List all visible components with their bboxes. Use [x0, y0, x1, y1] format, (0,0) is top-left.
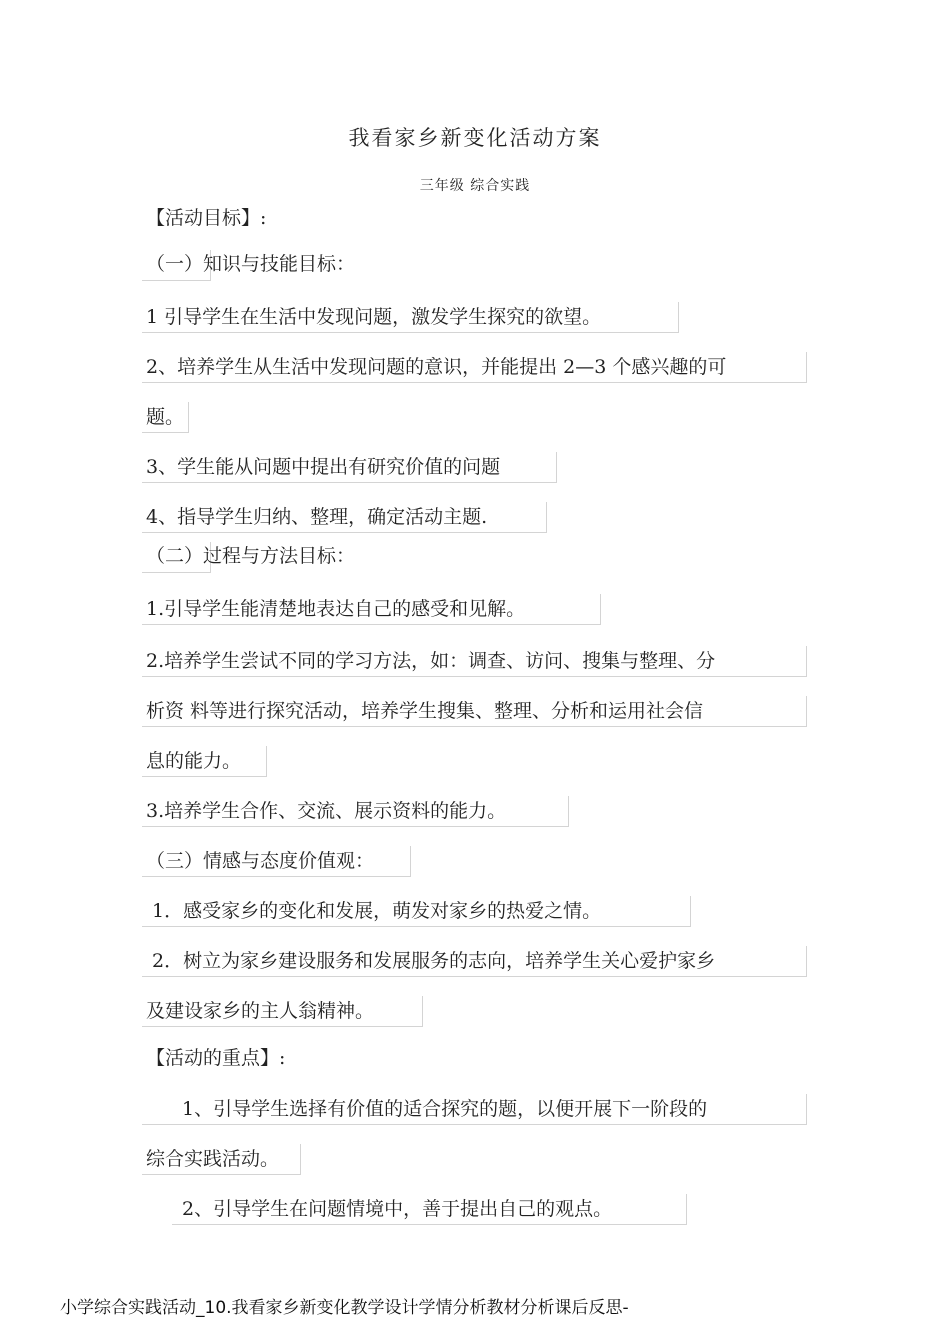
focus-heading: 【活动的重点】:: [146, 1047, 286, 1069]
document-subtitle: 三年级 综合实践: [419, 178, 531, 194]
document-title: 我看家乡新变化活动方案: [348, 126, 602, 150]
section-2-heading: （二）过程与方法目标：: [146, 545, 356, 567]
section-3-heading: （三）情感与态度价值观：: [146, 850, 375, 872]
focus-line-1: 1、引导学生选择有价值的适合探究的题，以便开展下一阶段的: [182, 1098, 708, 1120]
section-1-line-4: 3、学生能从问题中提出有研究价值的问题: [146, 456, 501, 478]
section-1-line-3: 题。: [146, 406, 185, 428]
goals-heading: 【活动目标】:: [146, 207, 267, 229]
section-3-line-2: 2．树立为家乡建设服务和发展服务的志向，培养学生关心爱护家乡: [152, 950, 716, 972]
section-3-line-3: 及建设家乡的主人翁精神。: [146, 1000, 375, 1022]
section-3-line-1: 1．感受家乡的变化和发展，萌发对家乡的热爱之情。: [152, 900, 602, 922]
section-2-line-4: 息的能力。: [146, 750, 242, 772]
section-2-line-2: 2.培养学生尝试不同的学习方法，如：调查、访问、搜集与整理、分: [146, 650, 716, 672]
section-1-line-5: 4、指导学生归纳、整理，确定活动主题.: [146, 506, 488, 528]
section-1-line-1: 1 引导学生在生活中发现问题，激发学生探究的欲望。: [146, 306, 602, 328]
focus-line-2: 综合实践活动。: [146, 1148, 280, 1170]
focus-line-3: 2、引导学生在问题情境中，善于提出自己的观点。: [182, 1198, 613, 1220]
section-1-line-2: 2、培养学生从生活中发现问题的意识，并能提出 2—3 个感兴趣的可: [146, 356, 727, 378]
section-2-line-3: 析资 料等进行探究活动，培养学生搜集、整理、分析和运用社会信: [146, 700, 704, 722]
section-2-line-1: 1.引导学生能清楚地表达自己的感受和见解。: [146, 598, 526, 620]
footer-caption: 小学综合实践活动_10.我看家乡新变化教学设计学情分析教材分析课后反思-: [60, 1298, 629, 1318]
section-2-line-5: 3.培养学生合作、交流、展示资料的能力。: [146, 800, 507, 822]
section-1-heading: （一）知识与技能目标：: [146, 253, 356, 275]
